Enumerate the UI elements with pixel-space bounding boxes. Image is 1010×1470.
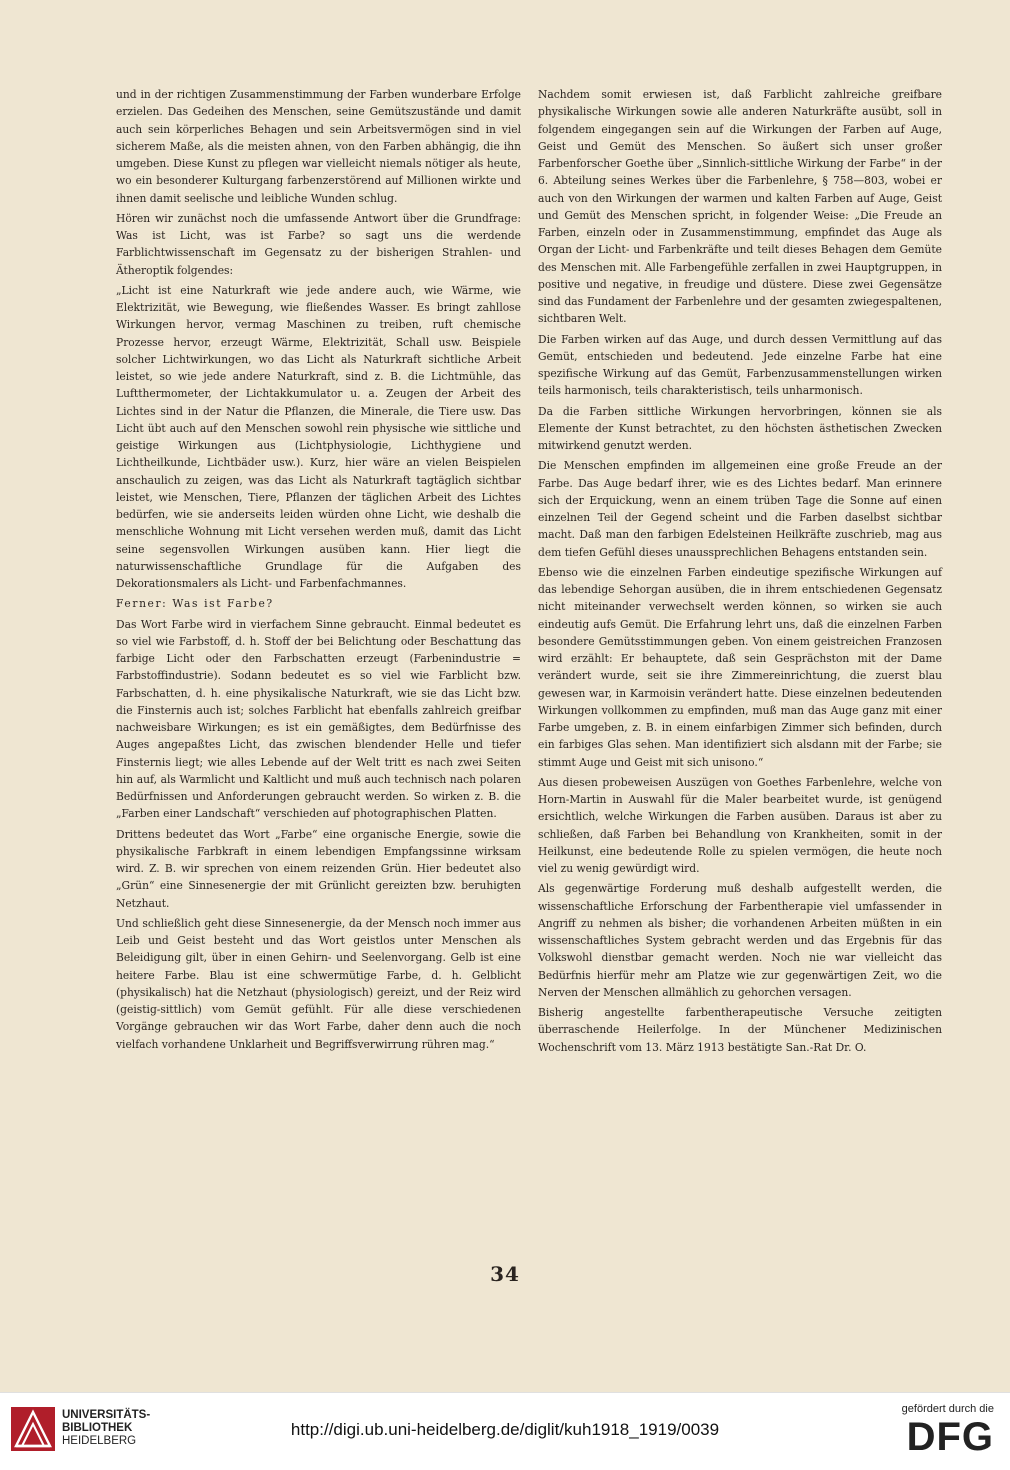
viewer-footer (0, 1392, 1010, 1470)
right-text-column (538, 86, 942, 1059)
paragraph: Und schließlich geht diese Sinnesenergie, da der Mensch noch immer aus Leib und Geist besteht und das Wort geistlos unter Menschen als Beleidigung gilt, über in einen Gehirn- und Seelenvorgang. Gelb ist eine heitere Farbe. Blau ist eine schwermütige Farbe, d. h. Gelblicht (physikalisch) hat die Netzhaut (physiologisch) gereizt, und der Reiz wird (geistig-sittlich) vom Gemüt gefühlt. Für alle diese verschiedenen Vorgänge gebrauchen wir das Wort Farbe, daher denn auch die noch vielfach vorhandene Unklarheit und Begriffsverwirrung rühren mag.“ (116, 916, 521, 1051)
paragraph: Aus diesen probeweisen Auszügen von Goethes Farbenlehre, welche von Horn-Martin in Auswahl für die Maler bearbeitet wurde, ist genügend ersichtlich, welche Wirkungen die Farben ausüben. Daraus ist aber zu schließen, daß Farben bei Behandlung von Krankheiten, somit in der Heilkunst, eine bedeutende Rolle zu spielen vermögen, die heute noch viel zu wenig gewürdigt wird. (538, 775, 942, 875)
paragraph: Hören wir zunächst noch die umfassende Antwort über die Grundfrage: Was ist Licht, was ist Farbe? so sagt uns die werdende Farblichtwissenschaft im Gegensatz zu der bisherigen Strahlen- und Ätheroptik folgendes: (116, 211, 521, 277)
paragraph: Da die Farben sittliche Wirkungen hervorbringen, können sie als Elemente der Kunst betrachtet, zu den höchsten ästhetischen Zwecken mitwirkend genutzt werden. (538, 404, 942, 452)
paragraph: „Licht ist eine Naturkraft wie jede andere auch, wie Wärme, wie Elektrizität, wie Bewegung, wie fließendes Wasser. Es bringt zahllose Wirkungen hervor, vermag Maschinen zu treiben, ruft chemische Prozesse hervor, erzeugt Wärme, Elektrizität, Schall usw. Beispiele solcher Lichtwirkungen, wo das Licht als Naturkraft sichtliche Arbeit leistet, so wie jede andere Naturkraft, sind z. B. die Lichtmühle, das Luftthermometer, der Lichtakkumulator u. a. Zeugen der Arbeit des Lichtes sind in der Natur die Pflanzen, die Minerale, die Tiere usw. Das Licht übt auch auf den Menschen sowohl rein physische wie sittliche und geistige Wirkungen aus (Lichtphysiologie, Lichthygiene und Lichtheilkunde, Lichtbäder usw.). Kurz, hier wäre an vielen Beispielen anschaulich zu zeigen, was das Licht als Naturkraft tagtäglich sichtbar leistet, wie Menschen, Tiere, Pflanzen der täglichen Arbeit des Lichtes bedürfen, wie sie anderseits leiden würden ohne Licht, wie deshalb die menschliche Wohnung mit Licht versehen werden muß, damit das Licht seine segensvollen Wirkungen ausüben kann. Hier liegt die naturwissenschaftliche Grundlage für die Aufgaben des Dekorationsmalers als Licht- und Farbenfachmannes. (116, 283, 521, 590)
paragraph: Ebenso wie die einzelnen Farben eindeutige spezifische Wirkungen auf das lebendige Sehorgan ausüben, die in ihrem entschiedenen Gegensatz nicht miteinander verwechselt werden können, so wirken sie auch eindeutig aufs Gemüt. Die Erfahrung lehrt uns, daß die einzelnen Farben besondere Gemütsstimmungen geben. Von einem geistreichen Franzosen wird erzählt: Er behauptete, daß sein Gesprächston mit der Dame verändert wurde, seit sie ihre Zimmereinrichtung, die zuerst blau gewesen war, in Karmoisin verändert hatte. Diese einzelnen bedeutenden Wirkungen vollkommen zu empfinden, muß man das Auge ganz mit einer Farbe umgeben, z. B. in einem einfarbigen Zimmer sich befinden, durch ein farbiges Glas sehen. Man identifiziert sich alsdann mit der Farbe; sie stimmt Auge und Geist mit sich unisono.“ (538, 565, 942, 769)
left-text-column (116, 86, 521, 1056)
dfg-logo: DFG (906, 1415, 994, 1459)
permalink-url[interactable]: http://digi.ub.uni-heidelberg.de/diglit/kuh1918_1919/0039 (290, 1420, 720, 1439)
funded-by-label: gefördert durch die (901, 1403, 994, 1415)
paragraph: Die Farben wirken auf das Auge, und durch dessen Vermittlung auf das Gemüt, entschieden und bedeutend. Jede einzelne Farbe hat eine spezifische Wirkung auf das Gemüt, Farbenzusammenstellungen wirken teils harmonisch, teils charakteristisch, teils unharmonisch. (538, 332, 942, 398)
page-number: 34 (490, 1262, 520, 1286)
funder-block[interactable] (902, 1403, 994, 1459)
paragraph: Die Menschen empfinden im allgemeinen eine große Freude an der Farbe. Das Auge bedarf ihrer, wie es des Lichtes bedarf. Man erinnere sich der Erquickung, wenn an einem trüben Tage die Sonne auf einen einzelnen Teil der Gegend scheint und die Farben daselbst sichtbar macht. Daß man den farbigen Edelsteinen Heilkräfte zuschrieb, mag aus dem tiefen Gefühl dieses unaussprechlichen Behagens entstanden sein. (538, 459, 942, 559)
paragraph: Als gegenwärtige Forderung muß deshalb aufgestellt werden, die wissenschaftliche Erforschung der Farbentherapie viel umfassender in Angriff zu nehmen als bisher; die vorhandenen Arbeiten müßten in ein wissenschaftliches System gebracht werden und das Ergebnis für das Volkswohl dienstbar gemacht werden. Noch nie war vielleicht das Bedürfnis hierfür mehr am Platze wie zur gegenwärtigen Zeit, wo die Nerven der Menschen allmählich zu gehorchen versagen. (538, 882, 942, 999)
paragraph: Nachdem somit erwiesen ist, daß Farblicht zahlreiche greifbare physikalische Wirkungen sowie alle anderen Naturkräfte ausübt, soll in folgendem eingegangen sein auf die Wirkungen der Farben auf Auge, Geist und Gemüt des Menschen. So äußert sich unser großer Farbenforscher Goethe über „Sinnlich-sittliche Wirkung der Farbe“ in der 6. Abteilung seines Werkes über die Farbenlehre, § 758—803, wobei er auch von den Wirkungen der warmen und kalten Farben auf Auge, Geist und Gemüt des Menschen spricht, in folgender Weise: „Die Freude an Farben, einzeln oder in Zusammenstimmung, empfindet das Auge als Organ der Licht- und Farbenkräfte und teilt dieses Behagen dem Gemüte des Menschen mit. Alle Farbengefühle zerfallen in zwei Hauptgruppen, in positive und negative, in freudige und düstere. Diese zwei Gegensätze sind das Fundament der Farbenlehre und der gesamten zwiegespaltenen, sichtbaren Welt. (538, 88, 942, 326)
paragraph: und in der richtigen Zusammenstimmung der Farben wunderbare Erfolge erzielen. Das Gedeihen des Menschen, seine Gemütszustände und damit auch sein körperliches Behagen und sein Arbeitsvermögen sind in viel sicherem Maße, als die meisten ahnen, von den Farben abhängig, die ihn umgeben. Diese Kunst zu pflegen war vielleicht niemals nötiger als heute, wo ein besonderer Kulturgang farbenzerstörend auf Millionen wirkte und ihnen damit seelische und leibliche Wunden schlug. (116, 88, 521, 205)
library-name-line: BIBLIOTHEK (62, 1422, 133, 1434)
library-name-line: HEIDELBERG (62, 1435, 137, 1447)
library-name-line: UNIVERSITÄTS- (62, 1409, 151, 1421)
paragraph: Bisherig angestellte farbentherapeutische Versuche zeitigten überraschende Heilerfolge. In der Münchener Medizinischen Wochenschrift vom 13. März 1913 bestätigte San.-Rat Dr. O. (538, 1006, 942, 1054)
paragraph-heading: Ferner: Was ist Farbe? (116, 597, 274, 611)
paragraph: Drittens bedeutet das Wort „Farbe“ eine organische Energie, sowie die physikalische Farbkraft in einem lebendigen Empfangssinne wirksam wird. Z. B. wir sprechen von einem reizenden Grün. Hier bedeutet also „Grün“ eine Sinnesenergie der mit Grünlicht gereizten bzw. beruhigten Netzhaut. (116, 827, 521, 910)
paragraph: Das Wort Farbe wird in vierfachem Sinne gebraucht. Einmal bedeutet es so viel wie Farbstoff, d. h. Stoff der bei Belichtung oder Beschattung das farbige Licht oder den Farbschatten erzeugt (Farbenindustrie = Farbstoffindustrie). Sodann bedeutet es so viel wie Farblicht bzw. Farbschatten, d. h. eine physikalische Naturkraft, wie sie das Licht bzw. die Finsternis auch ist; solches Farblicht hat ebenfalls zahlreich greifbar nachweisbare Wirkungen; es ist ein gemäßigtes, dem Bedürfnisse des Auges angepaßtes Licht, das zwischen blendender Helle und tiefer Finsternis liegt; wie alles Lebende auf der Welt tritt es nach zwei Seiten hin auf, als Warmlicht und Kaltlicht und muß auch technisch nach polaren Bedürfnissen und Anforderungen gebraucht werden. So wirken z. B. die „Farben einer Landschaft“ verschieden auf photographischen Platten. (116, 617, 521, 821)
